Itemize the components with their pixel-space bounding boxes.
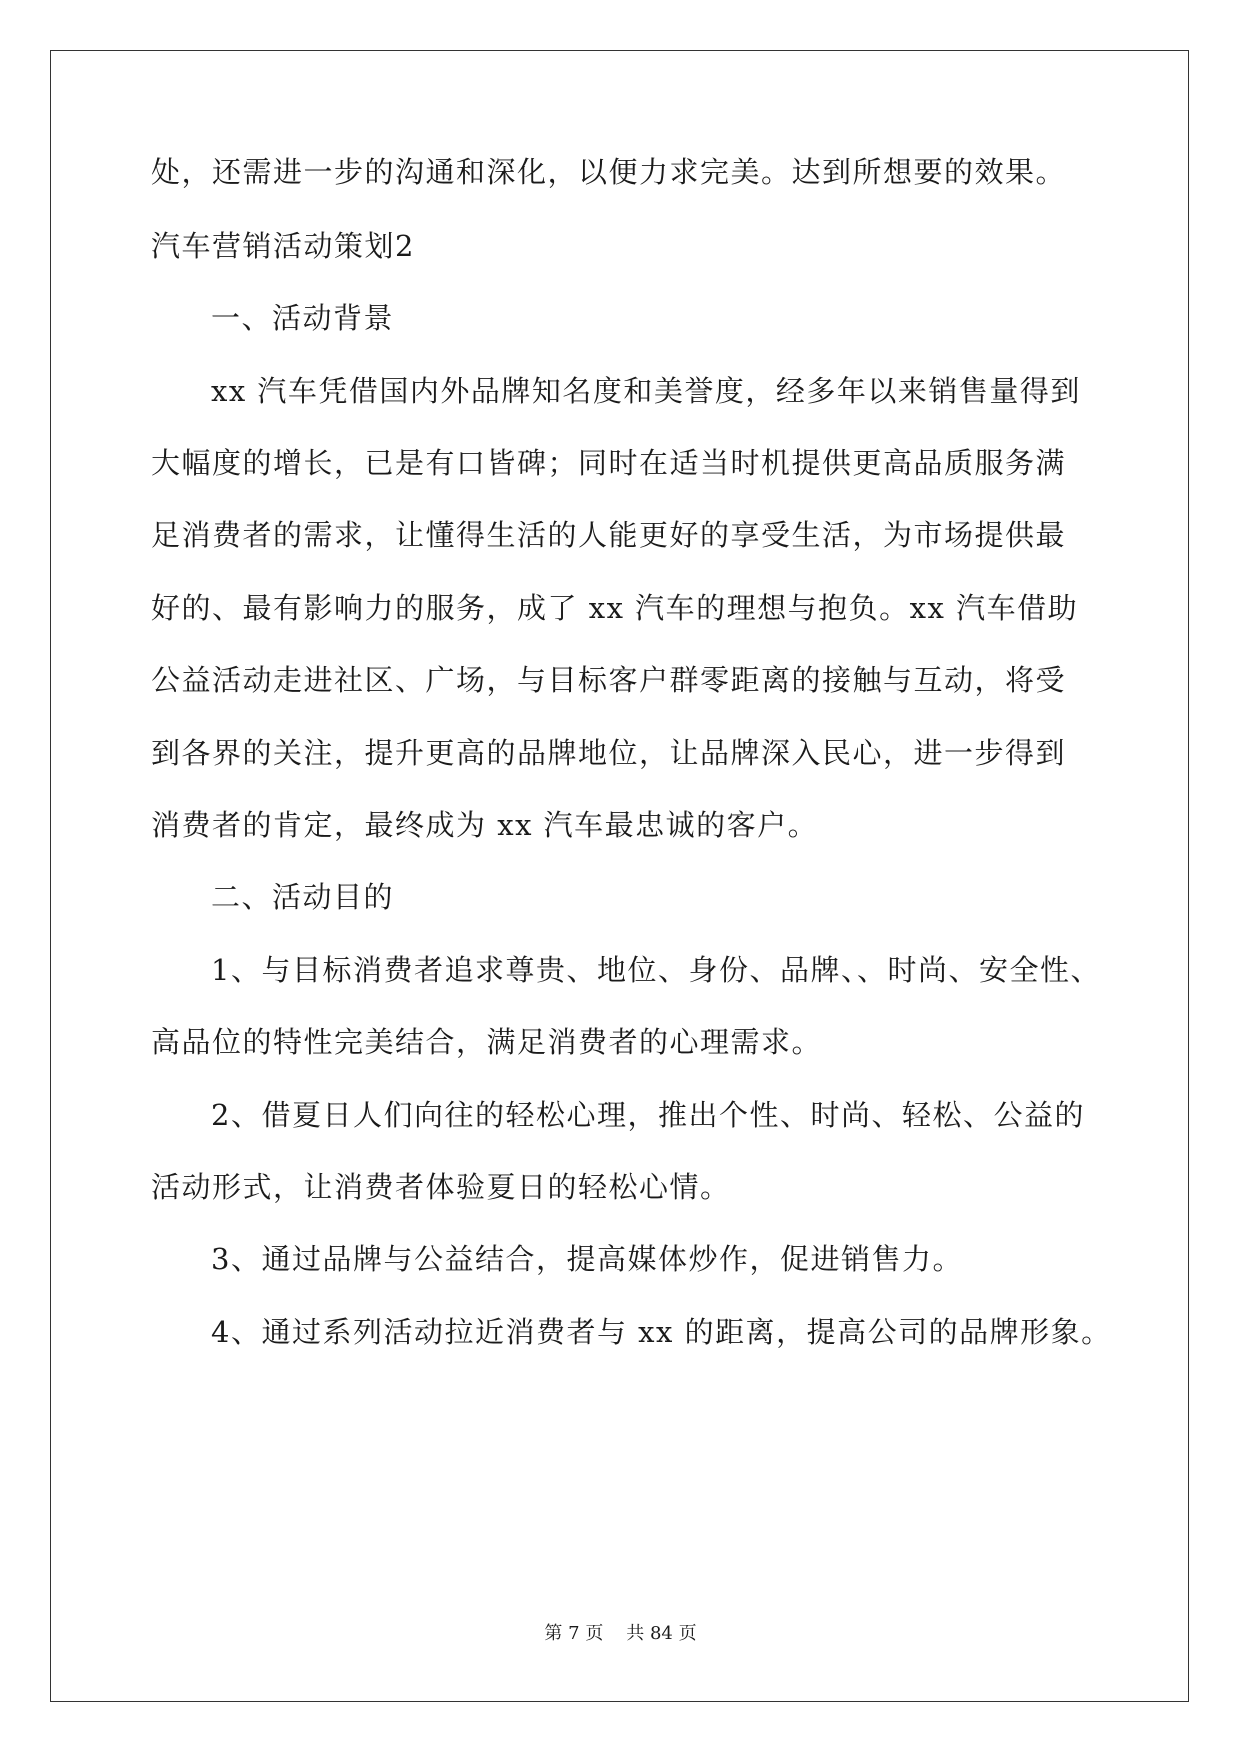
text-line: 1、与目标消费者追求尊贵、地位、身份、品牌、、时尚、安全性、 (211, 953, 1101, 987)
text-line: 活动形式，让消费者体验夏日的轻松心情。 (151, 1170, 731, 1204)
heading-purpose: 二、活动目的 (211, 880, 395, 914)
text-line: 好的、最有影响力的服务，成了 xx 汽车的理想与抱负。xx 汽车借助 (151, 591, 1079, 625)
page-total: 共 84 页 (626, 1623, 697, 1644)
text-line: 处，还需进一步的沟通和深化，以便力求完美。达到所想要的效果。 (151, 155, 1067, 189)
text-line: 到各界的关注，提升更高的品牌地位，让品牌深入民心，进一步得到 (151, 736, 1067, 770)
page-footer (0, 1622, 1241, 1646)
text-line: 高品位的特性完美结合，满足消费者的心理需求。 (151, 1025, 823, 1059)
text-line: 公益活动走进社区、广场，与目标客户群零距离的接触与互动，将受 (151, 663, 1067, 697)
section-title: 汽车营销活动策划2 (151, 229, 415, 263)
text-line: 消费者的肯定，最终成为 xx 汽车最忠诚的客户。 (151, 808, 819, 842)
text-line: 2、借夏日人们向往的轻松心理，推出个性、时尚、轻松、公益的 (211, 1098, 1085, 1132)
text-line: xx 汽车凭借国内外品牌知名度和美誉度，经多年以来销售量得到 (211, 374, 1081, 408)
text-line: 大幅度的增长，已是有口皆碑；同时在适当时机提供更高品质服务满 (151, 446, 1067, 480)
heading-background: 一、活动背景 (211, 301, 395, 335)
page-number: 第 7 页 (544, 1623, 604, 1644)
text-line: 3、通过品牌与公益结合，提高媒体炒作，促进销售力。 (211, 1242, 963, 1276)
text-line: 足消费者的需求，让懂得生活的人能更好的享受生活，为市场提供最 (151, 518, 1067, 552)
text-line: 4、通过系列活动拉近消费者与 xx 的距离，提高公司的品牌形象。 (211, 1315, 1112, 1349)
